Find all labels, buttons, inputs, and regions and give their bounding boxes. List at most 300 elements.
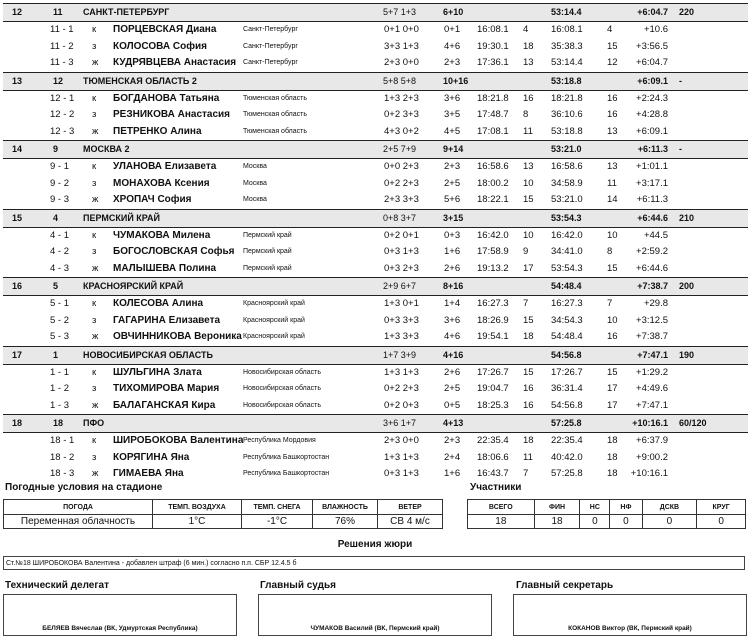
athlete-cum-time: 34:41.0 [551, 246, 583, 257]
team-points: - [679, 144, 682, 154]
athlete-region: Тюменская область [243, 94, 307, 102]
team-behind: +6:09.1 [637, 75, 668, 86]
team-bib: 1 [53, 349, 59, 360]
athlete-penalties: 3+5 [444, 109, 461, 120]
athlete-penalties: 2+3 [444, 435, 461, 446]
athlete-bib: 12 - 2 [50, 109, 75, 120]
participants-header: ВСЕГО [468, 500, 535, 515]
athlete-shots: 1+3 2+3 [384, 92, 419, 104]
athlete-cum-rank: 14 [607, 194, 618, 205]
athlete-cum-time: 22:35.4 [551, 435, 583, 446]
athlete-row [3, 398, 748, 415]
participants-value: 18 [468, 515, 535, 529]
athlete-leg-time: 18:21.8 [477, 92, 509, 104]
athlete-region: Санкт-Петербург [243, 59, 298, 66]
athlete-stage: к [92, 366, 97, 378]
team-penalties: 6+10 [443, 7, 464, 17]
weather-value: 1°C [153, 515, 242, 529]
team-name: ПФО [83, 418, 105, 428]
athlete-leg-time: 22:35.4 [477, 435, 509, 446]
athlete-cum-time: 16:42.0 [551, 229, 583, 241]
athlete-name: БАЛАГАНСКАЯ Кира [113, 399, 216, 411]
weather-value: СВ 4 м/с [378, 515, 443, 529]
athlete-shots: 0+2 2+3 [384, 177, 419, 189]
participants-value: 0 [580, 515, 610, 529]
athlete-region: Республика Башкортостан [243, 453, 330, 461]
team-points: 200 [679, 281, 695, 291]
athlete-cum-time: 16:58.6 [551, 161, 583, 172]
athlete-penalties: 2+3 [444, 57, 461, 68]
athlete-row [3, 159, 748, 176]
team-place: 14 [12, 144, 23, 154]
athlete-region: Красноярский край [243, 316, 305, 324]
athlete-row [3, 124, 748, 141]
athlete-cum-rank: 15 [607, 40, 618, 52]
athlete-leg-time: 18:06.6 [477, 451, 509, 463]
athlete-penalties: 1+6 [444, 246, 461, 257]
athlete-bib: 11 - 2 [50, 40, 74, 52]
team-row [3, 3, 748, 22]
athlete-stage: к [92, 161, 97, 172]
athlete-row [3, 176, 748, 193]
signature-name: БЕЛЯЕВ Вячеслав (ВК, Удмуртская Республика) [42, 625, 198, 632]
team-row [3, 346, 748, 365]
athlete-row [3, 107, 748, 124]
athlete-leg-rank: 16 [523, 399, 534, 411]
team-name: САНКТ-ПЕТЕРБУРГ [83, 7, 170, 17]
athlete-shots: 0+0 2+3 [384, 161, 419, 172]
athlete-region: Санкт-Петербург [243, 42, 298, 50]
team-place: 12 [12, 7, 23, 17]
team-bib: 4 [53, 212, 59, 223]
jury-decision: Ст.№18 ШИРОБОКОВА Валентина - добавлен штраф (6 мин.) согласно п.п. СБР 12.4.5 б [3, 556, 745, 570]
team-name: КРАСНОЯРСКИЙ КРАЙ [83, 281, 184, 291]
athlete-row [3, 228, 748, 245]
athlete-shots: 1+3 3+3 [384, 331, 419, 342]
participants-value: 0 [610, 515, 642, 529]
athlete-bib: 4 - 2 [50, 246, 70, 257]
athlete-cum-time: 16:08.1 [551, 24, 583, 35]
athlete-penalties: 4+5 [444, 125, 461, 137]
athlete-shots: 3+3 1+3 [384, 40, 419, 52]
athlete-cum-rank: 7 [607, 298, 613, 309]
athlete-shots: 1+3 0+1 [384, 298, 419, 309]
athlete-penalties: 4+6 [444, 331, 461, 342]
athlete-region: Тюменская область [243, 111, 307, 118]
athlete-behind: +6:44.6 [636, 262, 668, 274]
athlete-region: Москва [243, 163, 267, 170]
athlete-behind: +2:59.2 [636, 246, 668, 257]
athlete-stage: з [92, 451, 97, 463]
athlete-name: БОГОСЛОВСКАЯ Софья [113, 246, 235, 257]
athlete-shots: 2+3 3+3 [384, 194, 419, 205]
team-shots: 5+7 1+3 [383, 7, 417, 17]
athlete-leg-time: 16:42.0 [477, 229, 509, 241]
team-behind: +6:44.6 [637, 212, 668, 223]
athlete-bib: 18 - 3 [50, 468, 75, 479]
athlete-cum-rank: 13 [607, 125, 618, 137]
athlete-behind: +9:00.2 [636, 451, 668, 463]
weather-header: ВЕТЕР [378, 500, 443, 515]
athlete-shots: 2+3 0+0 [384, 57, 419, 68]
participants-header: КРУГ [697, 500, 746, 515]
results-table [3, 3, 748, 483]
athlete-penalties: 5+6 [444, 194, 461, 205]
team-row [3, 209, 748, 228]
athlete-behind: +6:11.3 [636, 194, 668, 205]
athlete-shots: 0+3 1+3 [384, 246, 419, 257]
signature-box [513, 594, 747, 636]
athlete-name: БОГДАНОВА Татьяна [113, 92, 220, 104]
team-row [3, 277, 748, 296]
athlete-leg-rank: 13 [523, 57, 534, 68]
athlete-stage: з [92, 177, 97, 189]
athlete-row [3, 261, 748, 278]
athlete-cum-rank: 15 [607, 366, 618, 378]
team-place: 17 [12, 349, 23, 360]
athlete-region: Пермский край [243, 264, 292, 272]
athlete-bib: 12 - 3 [50, 125, 75, 137]
team-shots: 2+5 7+9 [383, 144, 417, 154]
team-penalties: 4+13 [443, 418, 464, 428]
team-penalties: 9+14 [443, 144, 464, 154]
athlete-leg-rank: 16 [523, 383, 534, 394]
athlete-bib: 1 - 1 [50, 366, 70, 378]
athlete-cum-time: 34:54.3 [551, 314, 583, 326]
athlete-cum-rank: 4 [607, 24, 613, 35]
athlete-leg-time: 18:26.9 [477, 314, 509, 326]
athlete-region: Москва [243, 196, 267, 203]
athlete-leg-time: 16:58.6 [477, 161, 509, 172]
athlete-cum-time: 16:27.3 [551, 298, 583, 309]
athlete-shots: 4+3 0+2 [384, 125, 419, 137]
team-bib: 9 [53, 144, 59, 154]
athlete-stage: ж [92, 468, 99, 479]
team-row [3, 140, 748, 159]
athlete-behind: +10:16.1 [630, 468, 668, 479]
weather-value: -1°C [242, 515, 313, 529]
athlete-penalties: 0+5 [444, 399, 461, 411]
athlete-behind: +7:38.7 [636, 331, 668, 342]
athlete-leg-rank: 18 [523, 435, 534, 446]
athlete-cum-rank: 17 [607, 383, 618, 394]
athlete-behind: +44.5 [643, 229, 668, 241]
athlete-row [3, 365, 748, 382]
athlete-cum-rank: 10 [607, 229, 618, 241]
athlete-region: Пермский край [243, 231, 292, 239]
athlete-stage: к [92, 92, 97, 104]
athlete-name: МОНАХОВА Ксения [113, 177, 210, 189]
athlete-bib: 11 - 1 [50, 24, 74, 35]
athlete-name: ЧУМАКОВА Милена [113, 229, 211, 241]
athlete-behind: +10.6 [643, 24, 668, 35]
athlete-row [3, 433, 748, 450]
signature-name: ЧУМАКОВ Василий (ВК, Пермский край) [310, 625, 440, 632]
jury-title: Решения жюри [337, 539, 413, 550]
athlete-leg-rank: 13 [523, 161, 534, 172]
athlete-bib: 9 - 3 [50, 194, 70, 205]
athlete-bib: 11 - 3 [50, 57, 74, 68]
athlete-leg-time: 17:58.9 [477, 246, 509, 257]
weather-value: Переменная облачность [4, 515, 153, 529]
athlete-bib: 4 - 3 [50, 262, 70, 274]
team-total-time: 54:56.8 [551, 349, 582, 360]
athlete-stage: ж [92, 125, 99, 137]
athlete-name: ОВЧИННИКОВА Вероника [113, 331, 242, 342]
signature-box [3, 594, 237, 636]
athlete-cum-time: 40:42.0 [551, 451, 583, 463]
team-points: - [679, 75, 682, 86]
athlete-penalties: 3+6 [444, 314, 461, 326]
athlete-cum-rank: 12 [607, 57, 618, 68]
athlete-shots: 0+3 3+3 [384, 314, 419, 326]
athlete-shots: 0+2 0+3 [384, 399, 419, 411]
athlete-cum-rank: 15 [607, 262, 618, 274]
athlete-cum-rank: 16 [607, 92, 618, 104]
team-penalties: 4+16 [443, 349, 464, 360]
athlete-shots: 0+2 2+3 [384, 383, 419, 394]
athlete-cum-time: 53:21.0 [551, 194, 583, 205]
athlete-cum-time: 36:31.4 [551, 383, 583, 394]
athlete-behind: +4:28.8 [636, 109, 668, 120]
athlete-bib: 9 - 2 [50, 177, 70, 189]
athlete-name: ГИМАЕВА Яна [113, 468, 184, 479]
participants-header: ФИН [534, 500, 580, 515]
weather-header: ВЛАЖНОСТЬ [313, 500, 378, 515]
athlete-row [3, 313, 748, 330]
athlete-behind: +6:04.7 [636, 57, 668, 68]
athlete-behind: +3:12.5 [636, 314, 668, 326]
team-shots: 3+6 1+7 [383, 418, 417, 428]
athlete-bib: 18 - 2 [50, 451, 75, 463]
participants-header: НС [580, 500, 610, 515]
athlete-leg-rank: 11 [523, 125, 533, 137]
athlete-penalties: 2+6 [444, 262, 461, 274]
athlete-bib: 5 - 2 [50, 314, 70, 326]
athlete-name: ХРОПАЧ София [113, 194, 192, 205]
team-row [3, 414, 748, 433]
athlete-bib: 9 - 1 [50, 161, 70, 172]
team-total-time: 57:25.8 [551, 418, 582, 428]
athlete-stage: ж [92, 262, 99, 274]
athlete-stage: з [92, 109, 97, 120]
athlete-penalties: 2+3 [444, 161, 461, 172]
athlete-leg-time: 18:00.2 [477, 177, 509, 189]
participants-header: ДСКВ [642, 500, 697, 515]
athlete-penalties: 0+1 [444, 24, 461, 35]
weather-header: ПОГОДА [4, 500, 153, 515]
athlete-shots: 0+3 1+3 [384, 468, 419, 479]
athlete-leg-rank: 7 [523, 468, 529, 479]
athlete-stage: к [92, 298, 97, 309]
athlete-leg-rank: 10 [523, 229, 534, 241]
team-behind: +7:38.7 [637, 281, 668, 291]
team-total-time: 53:18.8 [551, 75, 582, 86]
team-points: 190 [679, 349, 695, 360]
athlete-stage: з [92, 383, 97, 394]
athlete-behind: +29.8 [643, 298, 668, 309]
athlete-stage: з [92, 246, 97, 257]
team-points: 60/120 [679, 418, 707, 428]
team-penalties: 10+16 [443, 75, 469, 86]
signature-title: Главный секретарь [516, 580, 614, 591]
athlete-bib: 18 - 1 [50, 435, 75, 446]
team-shots: 1+7 3+9 [383, 349, 417, 360]
team-behind: +6:11.3 [637, 144, 668, 154]
team-place: 18 [12, 418, 23, 428]
team-total-time: 53:54.3 [551, 212, 582, 223]
athlete-name: КУДРЯВЦЕВА Анастасия [113, 57, 237, 68]
athlete-region: Санкт-Петербург [243, 26, 298, 33]
athlete-leg-time: 19:13.2 [477, 262, 509, 274]
athlete-cum-rank: 11 [607, 177, 617, 189]
team-name: ПЕРМСКИЙ КРАЙ [83, 212, 160, 223]
athlete-leg-rank: 15 [523, 194, 534, 205]
athlete-cum-time: 35:38.3 [551, 40, 583, 52]
athlete-leg-rank: 17 [523, 262, 534, 274]
team-points: 210 [679, 212, 695, 223]
athlete-region: Красноярский край [243, 300, 305, 307]
athlete-name: КОРЯГИНА Яна [113, 451, 190, 463]
athlete-leg-time: 17:08.1 [477, 125, 509, 137]
athlete-behind: +1:29.2 [636, 366, 668, 378]
athlete-shots: 1+3 1+3 [384, 451, 419, 463]
athlete-cum-rank: 8 [607, 246, 613, 257]
team-bib: 12 [53, 75, 64, 86]
athlete-cum-time: 36:10.6 [551, 109, 583, 120]
athlete-region: Тюменская область [243, 127, 307, 135]
athlete-leg-rank: 8 [523, 109, 529, 120]
athlete-penalties: 4+6 [444, 40, 461, 52]
athlete-name: ШИРОБОКОВА Валентина [113, 435, 244, 446]
participants-value: 0 [642, 515, 697, 529]
athlete-cum-time: 17:26.7 [551, 366, 583, 378]
athlete-leg-rank: 15 [523, 366, 534, 378]
athlete-penalties: 2+6 [444, 366, 461, 378]
team-total-time: 54:48.4 [551, 281, 582, 291]
team-shots: 0+8 3+7 [383, 212, 417, 223]
athlete-shots: 2+3 0+0 [384, 435, 419, 446]
athlete-stage: к [92, 229, 97, 241]
athlete-region: Новосибирская область [243, 385, 321, 392]
athlete-row [3, 296, 748, 313]
athlete-cum-time: 54:48.4 [551, 331, 583, 342]
signature-title: Главный судья [260, 580, 336, 591]
athlete-cum-rank: 10 [607, 314, 618, 326]
signature-title: Технический делегат [5, 580, 109, 591]
team-bib: 5 [53, 281, 59, 291]
athlete-cum-rank: 18 [607, 451, 618, 463]
athlete-row [3, 192, 748, 209]
signature-box [258, 594, 492, 636]
athlete-behind: +7:47.1 [636, 399, 668, 411]
athlete-name: ГАГАРИНА Елизавета [113, 314, 221, 326]
athlete-penalties: 2+5 [444, 383, 461, 394]
athlete-behind: +2:24.3 [636, 92, 668, 104]
team-shots: 5+8 5+8 [383, 75, 417, 86]
athlete-cum-time: 53:14.4 [551, 57, 583, 68]
team-penalties: 3+15 [443, 212, 464, 223]
athlete-row [3, 22, 748, 39]
athlete-cum-rank: 18 [607, 468, 618, 479]
athlete-name: КОЛЕСОВА Алина [113, 298, 204, 309]
athlete-leg-time: 19:04.7 [477, 383, 509, 394]
athlete-name: ШУЛЬГИНА Злата [113, 366, 202, 378]
athlete-leg-time: 16:08.1 [477, 24, 509, 35]
team-shots: 2+9 6+7 [383, 281, 417, 291]
athlete-leg-time: 17:26.7 [477, 366, 509, 378]
athlete-shots: 0+2 0+1 [384, 229, 419, 241]
athlete-shots: 0+1 0+0 [384, 24, 419, 35]
athlete-cum-time: 54:56.8 [551, 399, 583, 411]
team-place: 16 [12, 281, 23, 291]
team-name: МОСКВА 2 [83, 144, 130, 154]
athlete-region: Республика Башкортостан [243, 470, 330, 477]
team-behind: +7:47.1 [637, 349, 668, 360]
athlete-region: Республика Мордовия [243, 437, 316, 444]
athlete-row [3, 381, 748, 398]
athlete-shots: 0+3 2+3 [384, 262, 419, 274]
athlete-region: Пермский край [243, 248, 292, 255]
athlete-cum-time: 53:18.8 [551, 125, 583, 137]
athlete-penalties: 1+4 [444, 298, 461, 309]
athlete-row [3, 450, 748, 467]
athlete-leg-rank: 10 [523, 177, 534, 189]
athlete-cum-time: 34:58.9 [551, 177, 583, 189]
team-place: 13 [12, 75, 23, 86]
athlete-stage: ж [92, 194, 99, 205]
athlete-name: МАЛЫШЕВА Полина [113, 262, 217, 274]
athlete-stage: ж [92, 57, 99, 68]
participants-title: Участники [470, 482, 522, 493]
athlete-row [3, 466, 748, 483]
athlete-name: РЕЗНИКОВА Анастасия [113, 109, 231, 120]
athlete-bib: 4 - 1 [50, 229, 70, 241]
athlete-behind: +6:37.9 [636, 435, 668, 446]
team-place: 15 [12, 212, 23, 223]
athlete-cum-rank: 18 [607, 435, 618, 446]
athlete-leg-time: 19:30.1 [477, 40, 509, 52]
athlete-cum-rank: 17 [607, 399, 618, 411]
athlete-region: Красноярский край [243, 333, 305, 340]
athlete-behind: +3:56.5 [636, 40, 668, 52]
athlete-name: ПОРЦЕВСКАЯ Диана [113, 24, 217, 35]
team-points: 220 [679, 7, 695, 17]
athlete-penalties: 2+4 [444, 451, 461, 463]
team-bib: 18 [53, 418, 64, 428]
team-bib: 11 [53, 7, 63, 17]
athlete-name: КОЛОСОВА София [113, 40, 207, 52]
athlete-leg-rank: 18 [523, 40, 534, 52]
signature-name: КОКАНОВ Виктор (ВК, Пермский край) [568, 625, 692, 632]
athlete-cum-rank: 13 [607, 161, 618, 172]
athlete-leg-time: 16:27.3 [477, 298, 509, 309]
team-behind: +10:16.1 [632, 418, 668, 428]
athlete-behind: +6:09.1 [636, 125, 668, 137]
team-behind: +6:04.7 [637, 7, 668, 17]
athlete-stage: з [92, 40, 97, 52]
athlete-bib: 1 - 2 [50, 383, 70, 394]
team-name: ТЮМЕНСКАЯ ОБЛАСТЬ 2 [83, 75, 197, 86]
athlete-leg-time: 16:43.7 [477, 468, 509, 479]
participants-table [467, 499, 746, 529]
athlete-leg-rank: 7 [523, 298, 529, 309]
athlete-stage: ж [92, 399, 99, 411]
athlete-stage: з [92, 314, 97, 326]
team-penalties: 8+16 [443, 281, 464, 291]
athlete-leg-time: 19:54.1 [477, 331, 509, 342]
athlete-penalties: 0+3 [444, 229, 461, 241]
